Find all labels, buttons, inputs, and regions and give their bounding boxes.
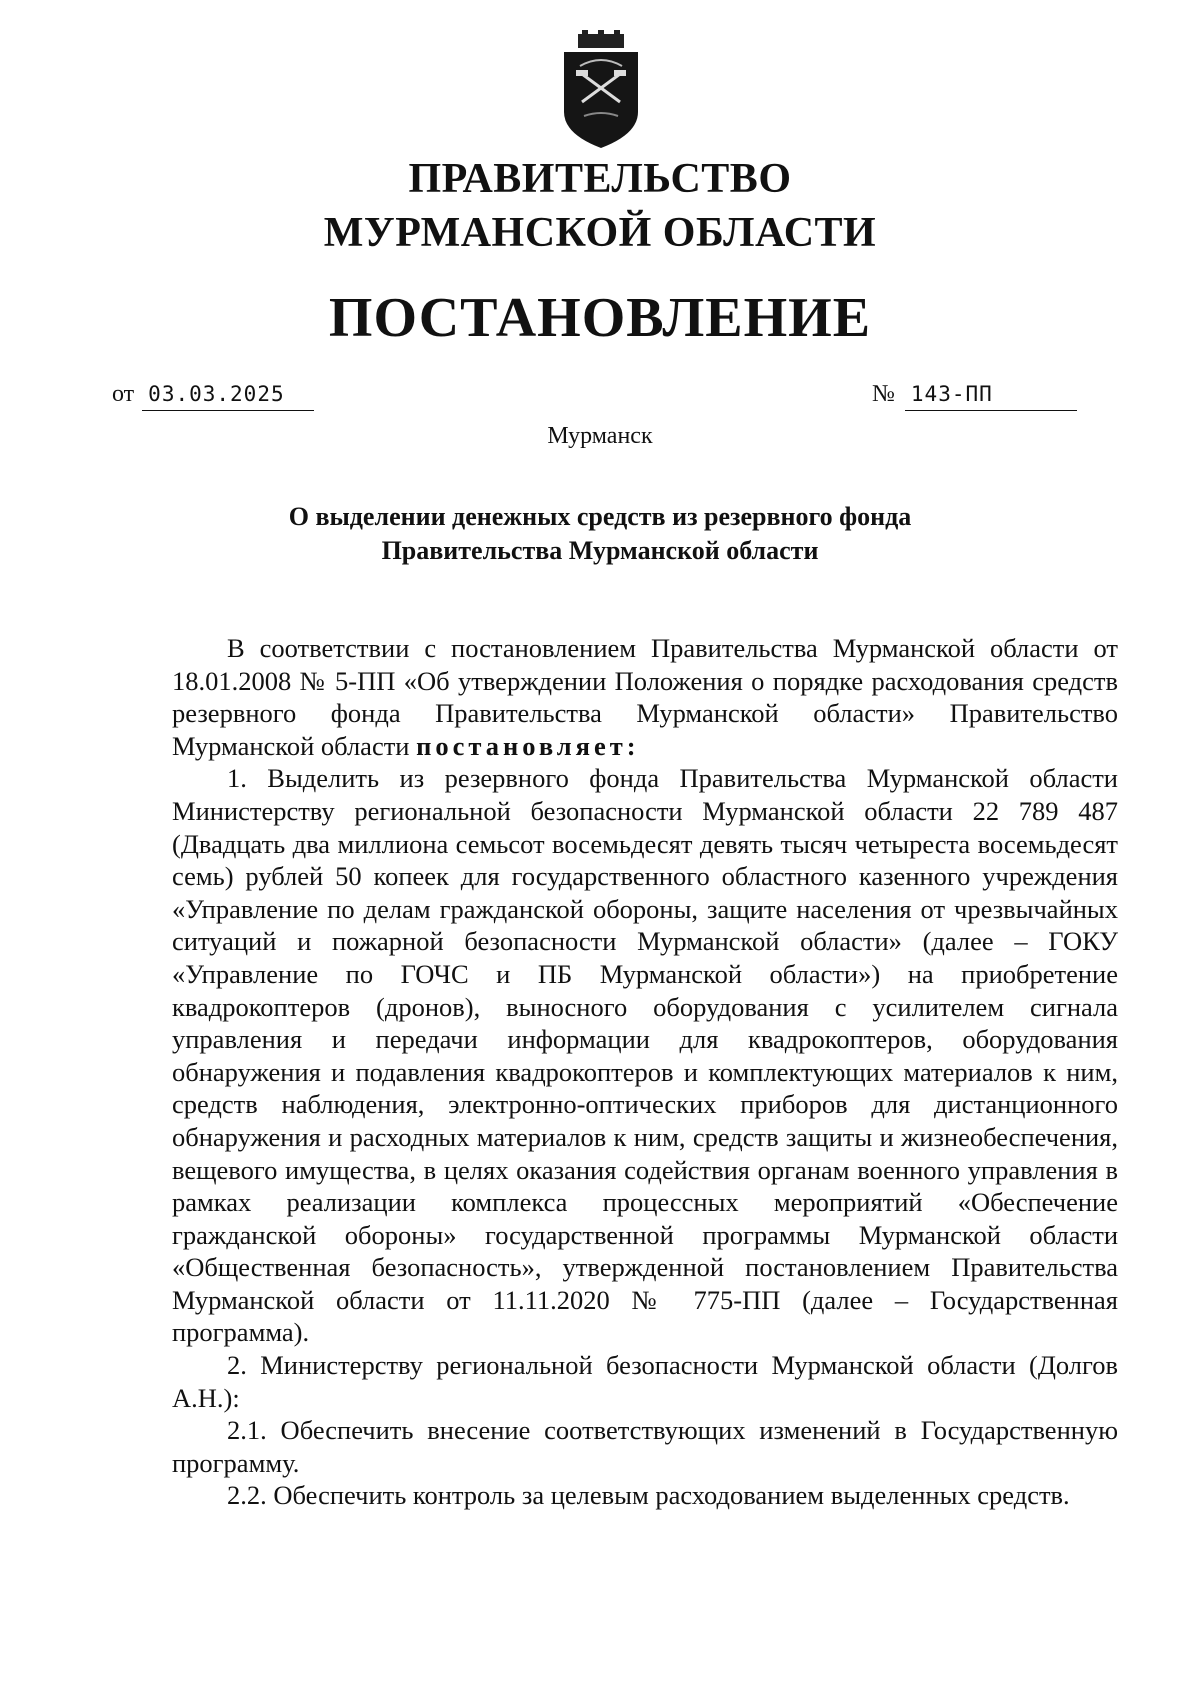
document-type: ПОСТАНОВЛЕНИЕ (328, 287, 872, 349)
number-prefix: № (872, 381, 895, 407)
document-number: 143-ПП (905, 378, 1077, 411)
date-field (112, 378, 314, 411)
subject-line-2: Правительства Мурманской области (381, 536, 819, 565)
organization-line-2: МУРМАНСКОЙ ОБЛАСТИ (323, 210, 877, 256)
subject-line-1: О выделении денежных средств из резервного фонда (288, 502, 912, 531)
document-subject (200, 500, 1000, 568)
preamble-text: В соответствии с постановлением Правительства Мурманской области от 18.01.2008 № 5-ПП «Об утверждении Положения о порядке расходования средств резервного фонда Правительства Мурманской области» Правительство Мурманской области (172, 633, 1118, 761)
organization-line-1: ПРАВИТЕЛЬСТВО (408, 156, 792, 202)
organization-name (0, 152, 1200, 260)
document-body (172, 632, 1118, 1512)
decree-word: постановляет: (416, 730, 640, 761)
paragraph-2-2: 2.2. Обеспечить контроль за целевым расходованием выделенных средств. (227, 1480, 1070, 1511)
paragraph-2: 2. Министерству региональной безопасности Мурманской области (Долгов А.Н.): (172, 1350, 1118, 1413)
paragraph-1: 1. Выделить из резервного фонда Правительства Мурманской области Министерству региональной безопасности Мурманской области 22 789 487 (Двадцать два миллиона семьсот восемьдесят девять тысяч четыреста восемьдесят семь) рублей 50 копеек для государственного областного казенного учреждения «Управление по делам гражданской обороны, защите населения от чрезвычайных ситуаций и пожарной безопасности Мурманской области» (далее – ГОКУ «Управление по ГОЧС и ПБ Мурманской области») на приобретение квадрокоптеров (дронов), выносного оборудования с усилителем сигнала управления и передачи информации для квадрокоптеров, оборудования обнаружения и подавления квадрокоптеров и комплектующих материалов к ним, средств наблюдения, электронно-оптических приборов для дистанционного обнаружения и расходных материалов к ним, средств защиты и жизнеобеспечения, вещевого имущества, в целях оказания содействия органам военного управления в рамках реализации комплекса процессных мероприятий «Обеспечение гражданской обороны» государственной программы Мурманской области «Общественная безопасность», утвержденной постановлением Правительства Мурманской области от 11.11.2020 № 775-ПП (далее – Государственная программа). (172, 763, 1118, 1348)
paragraph-2-1: 2.1. Обеспечить внесение соответствующих изменений в Государственную программу. (172, 1415, 1118, 1478)
coat-of-arms-icon (558, 30, 644, 150)
date-prefix: от (112, 381, 135, 407)
preamble-paragraph (172, 632, 1118, 762)
city: Мурманск (547, 423, 653, 449)
number-field (872, 378, 1077, 411)
document-date: 03.03.2025 (142, 378, 314, 411)
